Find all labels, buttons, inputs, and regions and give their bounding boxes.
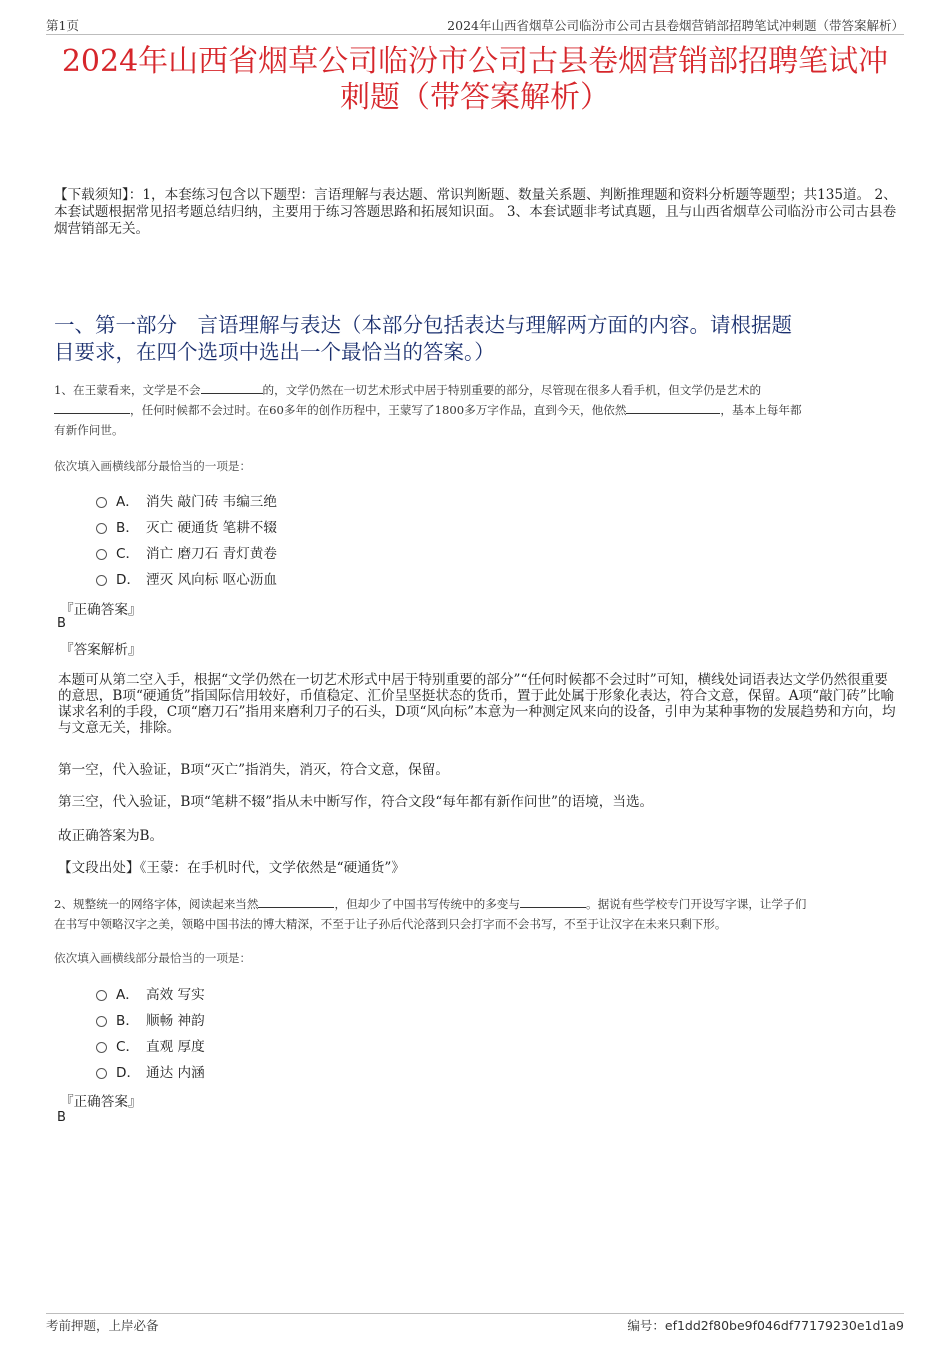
q1-options bbox=[96, 487, 277, 591]
q1-source: 【文段出处】《王蒙：在手机时代，文学依然是“硬通货”》 bbox=[58, 860, 405, 876]
footer-code: 编号：ef1dd2f80be9f046df77179230e1d1a9 bbox=[627, 1318, 904, 1333]
section-heading-line-2: 目要求，在四个选项中选出一个最恰当的答案。） bbox=[54, 340, 495, 364]
q1-answer-label: 『正确答案』 bbox=[60, 602, 142, 618]
document-title bbox=[40, 44, 910, 116]
q2-option-d[interactable]: D． 通达 内涵 bbox=[96, 1058, 205, 1084]
q2-prompt: 依次填入画横线部分最恰当的一项是： bbox=[54, 951, 252, 965]
radio-icon[interactable] bbox=[96, 523, 107, 534]
radio-icon[interactable] bbox=[96, 1016, 107, 1027]
q1-option-d[interactable]: D． 湮灭 风向标 呕心沥血 bbox=[96, 565, 277, 591]
radio-icon[interactable] bbox=[96, 497, 107, 508]
q1-stem bbox=[54, 380, 902, 440]
title-line-2: 刺题（带答案解析） bbox=[340, 80, 610, 115]
q2-answer-label: 『正确答案』 bbox=[60, 1094, 142, 1110]
q1-stem-line-3: 有新作问世。 bbox=[54, 423, 124, 437]
q1-analysis-paragraph-2: 第一空，代入验证，B项“灭亡”指消失，消灭，符合文意，保留。 bbox=[58, 762, 449, 778]
q2-option-c[interactable]: C． 直观 厚度 bbox=[96, 1032, 205, 1058]
q1-analysis-paragraph-1: 本题可从第二空入手，根据“文学仍然在一切艺术形式中居于特别重要的部分”“任何时候都不会过时”可知，横线处词语表达文学仍然很重要的意思，B项“硬通货”指国际信用较好，币值稳定、汇价呈坚挺状态的货币，置于此处属于形象化表达，符合文意，保留。A项“敲门砖”比喻谋求名利的手段，C项“磨刀石”指用来磨利刀子的石头，D项“风向标”本意为一种测定风来向的设备，引申为某种事物的发展趋势和方向，均与文意无关，排除。 bbox=[58, 672, 896, 736]
section-heading bbox=[54, 312, 896, 366]
q1-option-a[interactable]: A． 消失 敲门砖 韦编三绝 bbox=[96, 487, 277, 513]
q2-stem-line-2: 在书写中领略汉字之美，领略中国书法的博大精深，不至于让子孙后代沦落到只会打字而不会书写，不至于让汉字在未来只剩下形。 bbox=[54, 917, 727, 931]
radio-icon[interactable] bbox=[96, 549, 107, 560]
page-header bbox=[46, 14, 904, 35]
title-line-1: 2024年山西省烟草公司临汾市公司古县卷烟营销部招聘笔试冲 bbox=[61, 44, 889, 79]
q1-stem-line-1: 1、在王蒙看来，文学是不会 的，文学仍然在一切艺术形式中居于特别重要的部分，尽管现在很多人看手机，但文学仍是艺术的 bbox=[54, 383, 762, 397]
q2-option-a[interactable]: A． 高效 写实 bbox=[96, 980, 205, 1006]
radio-icon[interactable] bbox=[96, 990, 107, 1001]
q2-stem-line-1: 2、规整统一的网络字体，阅读起来当然 ，但却少了中国书写传统中的多变与 。据说有些学校专门开设写字课，让学子们 bbox=[54, 897, 807, 911]
q2-option-b[interactable]: B． 顺畅 神韵 bbox=[96, 1006, 205, 1032]
q2-stem bbox=[54, 894, 902, 934]
download-notice: 【下载须知】：1，本套练习包含以下题型：言语理解与表达题、常识判断题、数量关系题、判断推理题和资料分析题等题型；共135道。 2、本套试题根据常见招考题总结归纳，主要用于练习答题思路和拓展知识面。 3、本套试题非考试真题，且与山西省烟草公司临汾市公司古县卷烟营销部无关。 bbox=[54, 187, 897, 237]
q1-answer: B bbox=[57, 616, 66, 631]
q2-answer: B bbox=[57, 1110, 66, 1125]
q2-blank-2 bbox=[520, 895, 586, 908]
q1-analysis-paragraph-4: 故正确答案为B。 bbox=[58, 828, 164, 844]
q2-options bbox=[96, 980, 205, 1084]
radio-icon[interactable] bbox=[96, 575, 107, 586]
q1-option-b[interactable]: B． 灭亡 硬通货 笔耕不辍 bbox=[96, 513, 277, 539]
q1-option-c[interactable]: C． 消亡 磨刀石 青灯黄卷 bbox=[96, 539, 277, 565]
page-number: 第1页 bbox=[46, 18, 79, 33]
q1-analysis-label: 『答案解析』 bbox=[60, 642, 142, 658]
q1-prompt: 依次填入画横线部分最恰当的一项是： bbox=[54, 459, 252, 473]
q1-blank-3 bbox=[626, 401, 720, 414]
page-footer bbox=[46, 1313, 904, 1333]
q1-analysis-paragraph-3: 第三空，代入验证，B项“笔耕不辍”指从未中断写作，符合文段“每年都有新作问世”的语境，当选。 bbox=[58, 794, 654, 810]
q1-blank-1 bbox=[201, 381, 263, 394]
q2-blank-1 bbox=[258, 895, 334, 908]
section-heading-line-1: 一、第一部分 言语理解与表达（本部分包括表达与理解两方面的内容。请根据题 bbox=[54, 313, 792, 337]
q1-blank-2 bbox=[54, 401, 130, 414]
radio-icon[interactable] bbox=[96, 1068, 107, 1079]
running-title: 2024年山西省烟草公司临汾市公司古县卷烟营销部招聘笔试冲刺题（带答案解析） bbox=[447, 18, 904, 33]
q1-stem-line-2: ，任何时候都不会过时。在60多年的创作历程中，王蒙写了1800多万字作品，直到今天，他依然 ，基本上每年都 bbox=[54, 400, 902, 420]
radio-icon[interactable] bbox=[96, 1042, 107, 1053]
footer-slogan: 考前押题，上岸必备 bbox=[46, 1318, 159, 1333]
